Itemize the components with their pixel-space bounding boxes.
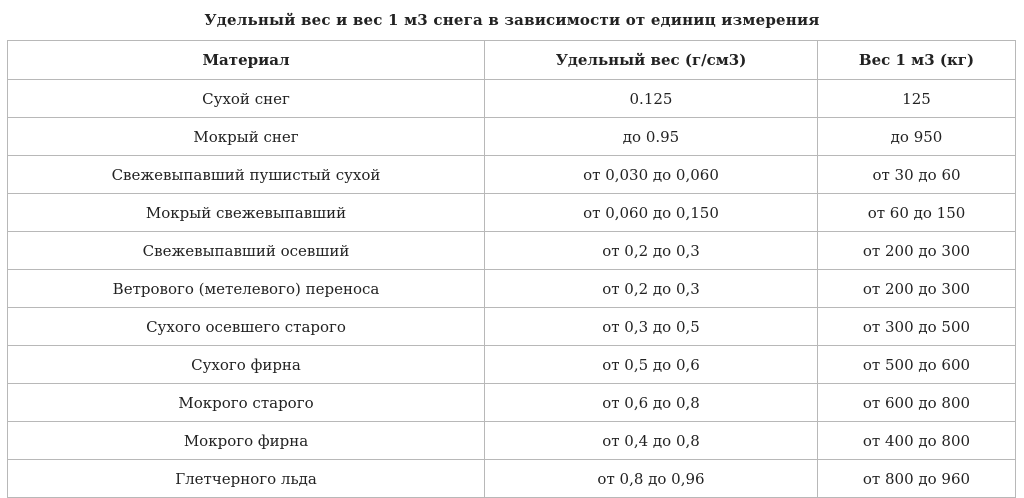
cell-specific-weight: 0.125 bbox=[485, 80, 818, 118]
cell-weight-per-m3: от 600 до 800 bbox=[818, 384, 1016, 422]
cell-material: Мокрого старого bbox=[8, 384, 485, 422]
table-row bbox=[8, 346, 1016, 384]
table-row bbox=[8, 422, 1016, 460]
cell-weight-per-m3: 125 bbox=[818, 80, 1016, 118]
header-weight-per-m3: Вес 1 м3 (кг) bbox=[818, 41, 1016, 80]
table-row bbox=[8, 270, 1016, 308]
header-material: Материал bbox=[8, 41, 485, 80]
cell-weight-per-m3: от 200 до 300 bbox=[818, 270, 1016, 308]
cell-weight-per-m3: от 30 до 60 bbox=[818, 156, 1016, 194]
cell-weight-per-m3: до 950 bbox=[818, 118, 1016, 156]
cell-specific-weight: от 0,8 до 0,96 bbox=[485, 460, 818, 498]
cell-material: Сухой снег bbox=[8, 80, 485, 118]
table-row bbox=[8, 384, 1016, 422]
cell-weight-per-m3: от 60 до 150 bbox=[818, 194, 1016, 232]
cell-specific-weight: от 0,3 до 0,5 bbox=[485, 308, 818, 346]
cell-weight-per-m3: от 500 до 600 bbox=[818, 346, 1016, 384]
cell-material: Свежевыпавший осевший bbox=[8, 232, 485, 270]
cell-specific-weight: от 0,2 до 0,3 bbox=[485, 232, 818, 270]
cell-weight-per-m3: от 300 до 500 bbox=[818, 308, 1016, 346]
cell-material: Ветрового (метелевого) переноса bbox=[8, 270, 485, 308]
cell-specific-weight: от 0,4 до 0,8 bbox=[485, 422, 818, 460]
table-row bbox=[8, 460, 1016, 498]
cell-material: Сухого осевшего старого bbox=[8, 308, 485, 346]
cell-material: Глетчерного льда bbox=[8, 460, 485, 498]
cell-material: Мокрый снег bbox=[8, 118, 485, 156]
cell-material: Мокрый свежевыпавший bbox=[8, 194, 485, 232]
cell-specific-weight: от 0,060 до 0,150 bbox=[485, 194, 818, 232]
cell-material: Сухого фирна bbox=[8, 346, 485, 384]
cell-material: Мокрого фирна bbox=[8, 422, 485, 460]
table-row bbox=[8, 232, 1016, 270]
table-row bbox=[8, 308, 1016, 346]
header-row bbox=[8, 41, 1016, 80]
table-body bbox=[8, 80, 1016, 498]
header-specific-weight: Удельный вес (г/см3) bbox=[485, 41, 818, 80]
table-row bbox=[8, 194, 1016, 232]
table-caption: Удельный вес и вес 1 м3 снега в зависимости от единиц измерения bbox=[204, 11, 820, 29]
cell-weight-per-m3: от 200 до 300 bbox=[818, 232, 1016, 270]
cell-material: Свежевыпавший пушистый сухой bbox=[8, 156, 485, 194]
table-row bbox=[8, 80, 1016, 118]
cell-weight-per-m3: от 400 до 800 bbox=[818, 422, 1016, 460]
cell-specific-weight: до 0.95 bbox=[485, 118, 818, 156]
snow-weight-table bbox=[7, 40, 1016, 498]
cell-weight-per-m3: от 800 до 960 bbox=[818, 460, 1016, 498]
cell-specific-weight: от 0,6 до 0,8 bbox=[485, 384, 818, 422]
table-row bbox=[8, 156, 1016, 194]
table-row bbox=[8, 118, 1016, 156]
cell-specific-weight: от 0,030 до 0,060 bbox=[485, 156, 818, 194]
cell-specific-weight: от 0,5 до 0,6 bbox=[485, 346, 818, 384]
table-header bbox=[8, 41, 1016, 80]
cell-specific-weight: от 0,2 до 0,3 bbox=[485, 270, 818, 308]
